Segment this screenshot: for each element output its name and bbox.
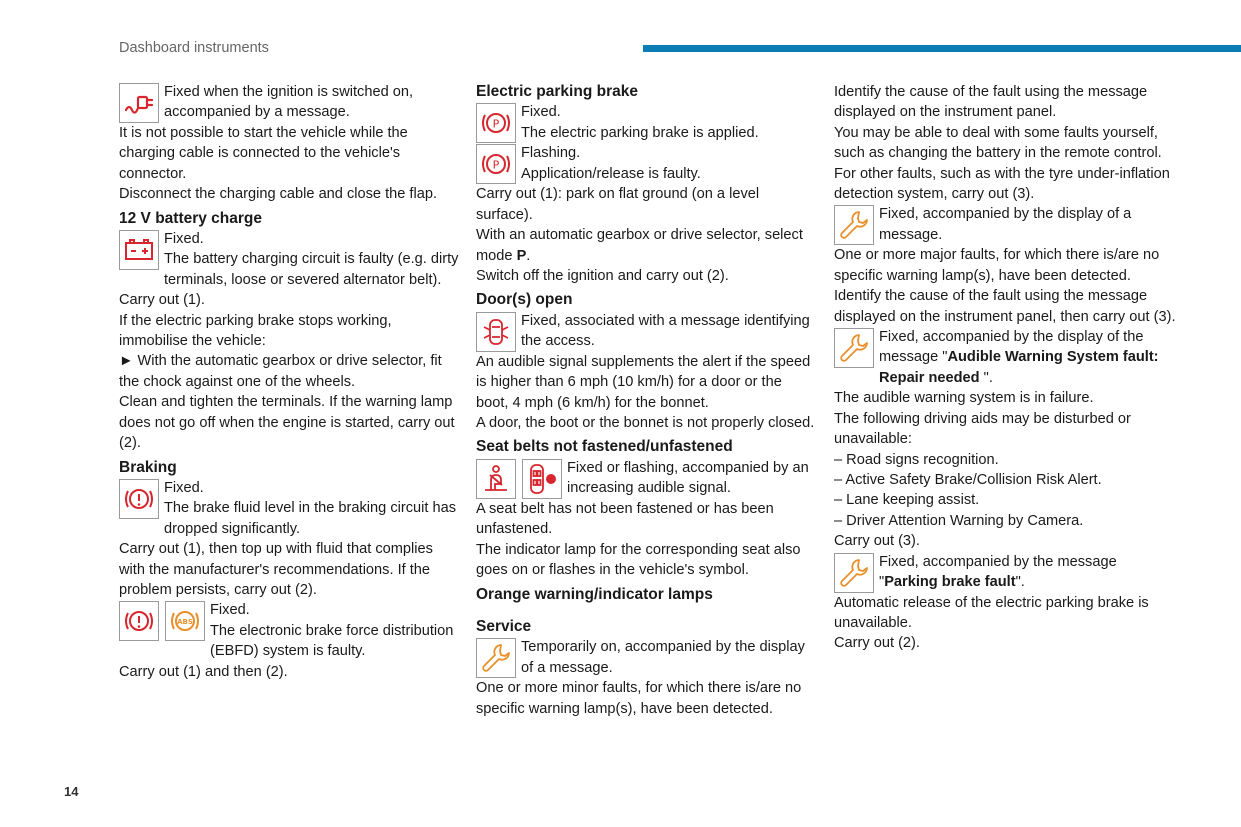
seatbelt-fixed-text: Fixed or flashing, accompanied by an increasing audible signal. [567,459,809,497]
aid-item: – Active Safety Brake/Collision Risk Alert. [834,471,1102,488]
charge-fixed-text: Fixed when the ignition is switched on, accompanied by a message. [164,84,414,121]
service-heading: Service [476,617,532,635]
col3-paragraph-2: You may be able to deal with some faults yourself, such as changing the battery in the remote control. [834,124,1162,162]
orange-lamps-heading: Orange warning/indicator lamps [476,585,713,603]
door-open-icon [476,312,516,352]
service-temp-text: Temporarily on, accompanied by the display of a message. [521,639,805,676]
door-heading: Door(s) open [476,291,573,309]
pbf-text-pre: Fixed, accompanied by the message " [879,553,1117,590]
seat-position-icon [522,459,562,499]
seatbelt-heading: Seat belts not fastened/unfastened [476,438,733,456]
battery-bullet: ► With the automatic gearbox or drive selector, fit the chock against one of the wheels. [119,353,442,390]
charging-plug-icon [119,83,159,123]
page-number: 14 [64,784,79,799]
epb-p1-text: With an automatic gearbox or drive selector, select mode [476,227,803,264]
aid-item: – Driver Attention Warning by Camera. [834,512,1084,529]
epb-fixed-text: Fixed. [521,104,561,121]
section-title: Dashboard instruments [119,40,269,56]
braking-fixed-text: Fixed. [164,479,204,496]
column-2 [476,82,816,719]
braking-description: The brake fluid level in the braking circuit has dropped significantly. [164,500,457,537]
col3-paragraph-1: Identify the cause of the fault using the message displayed on the instrument panel. [834,84,1148,121]
seatbelt-icon [476,459,516,499]
brake-icon [119,479,159,519]
epb-mode: P [516,247,527,264]
major-paragraph-1: One or more major faults, for which there is/are no specific warning lamp(s), have been detected. Identify the cause of the fault using the message displayed on the instrument panel, then carry out (3). [834,247,1176,325]
aws-text-pre: Fixed, accompanied by the display of the message " [879,329,1144,366]
battery-heading: 12 V battery charge [119,209,263,227]
battery-paragraph-2: Clean and tighten the terminals. If the warning lamp does not go off when the engine is started, carry out (2). [119,394,455,452]
door-paragraph-1: An audible signal supplements the alert if the speed is higher than 6 mph (10 km/h) for a door or the boot, 4 mph (6 km/h) for the bonnet. [476,353,811,411]
epb-fixed-description: The electric parking brake is applied. [521,124,759,141]
parking-brake-icon [476,144,516,184]
charge-paragraph-2: Disconnect the charging cable and close the flap. [119,186,438,203]
battery-paragraph-1: If the electric parking brake stops working, immobilise the vehicle: [119,312,392,350]
aws-carry-out: Carry out (3). [834,533,920,550]
column-3 [834,82,1179,654]
col3-paragraph-3: For other faults, such as with the tyre under-inflation detection system, carry out (3). [834,165,1170,203]
epb-p1-end: . [526,247,531,264]
svg-text:P: P [492,117,500,131]
battery-icon [119,230,159,270]
service-wrench-icon [476,638,516,678]
header-accent-bar [643,45,1241,52]
braking-heading: Braking [119,458,177,476]
epb-heading: Electric parking brake [476,83,638,100]
abs-icon [165,601,205,641]
pbf-fixed-text [834,552,1179,593]
aws-fixed-text [834,327,1179,388]
parking-brake-icon [476,103,516,143]
door-fixed-text: Fixed, associated with a message identifying the access. [521,312,810,350]
service-paragraph-1: One or more minor faults, for which there is/are no specific warning lamp(s), have been detected. [476,680,802,717]
major-fixed-text: Fixed, accompanied by the display of a message. [879,206,1132,243]
aws-message: Audible Warning System fault: Repair needed [879,349,1159,386]
aid-item: – Lane keeping assist. [834,492,980,509]
epb-carry-out: Carry out (1): park on flat ground (on a level surface). [476,186,760,223]
ebfd-fixed-text: Fixed. [210,602,250,619]
service-wrench-icon [834,205,874,245]
battery-fixed-text: Fixed. [164,231,204,248]
seatbelt-icon-group [476,458,562,499]
aid-item: – Road signs recognition. [834,451,999,468]
pbf-message: Parking brake fault [884,573,1016,590]
svg-text:ABS: ABS [177,618,193,627]
battery-description: The battery charging circuit is faulty (e.g. dirty terminals, loose or severed alternator belt). [164,251,459,288]
epb-paragraph-2: Switch off the ignition and carry out (2). [476,268,729,285]
aws-paragraph-1: The audible warning system is in failure. [834,390,1094,407]
door-paragraph-2: A door, the boot or the bonnet is not properly closed. [476,415,815,432]
battery-carry-out: Carry out (1). [119,292,205,309]
pbf-paragraph-1: Automatic release of the electric parking brake is unavailable. [834,594,1149,631]
ebfd-icon-group [119,600,205,641]
aws-paragraph-2: The following driving aids may be disturbed or unavailable: [834,410,1131,448]
charge-paragraph-1: It is not possible to start the vehicle while the charging cable is connected to the vehicle's connector. [119,125,408,182]
pbf-text-post: ". [1015,573,1025,590]
epb-flashing-text: Flashing. [521,145,581,162]
seatbelt-paragraph-2: The indicator lamp for the corresponding seat also goes on or flashes in the vehicle's symbol. [476,541,801,579]
service-wrench-icon [834,553,874,593]
ebfd-carry-out: Carry out (1) and then (2). [119,663,288,680]
brake-icon [119,601,159,641]
seatbelt-paragraph-1: A seat belt has not been fastened or has been unfastened. [476,500,774,538]
epb-paragraph-1 [476,225,816,266]
pbf-carry-out: Carry out (2). [834,635,920,652]
service-wrench-icon [834,328,874,368]
epb-flashing-description: Application/release is faulty. [521,165,701,182]
braking-paragraph-1: Carry out (1), then top up with fluid that complies with the manufacturer's recommendations. If the problem persists, carry out (2). [119,541,433,598]
svg-text:P: P [492,158,500,172]
aws-text-post: ". [979,369,993,386]
ebfd-description: The electronic brake force distribution (EBFD) system is faulty. [210,622,454,660]
column-1 [119,82,459,682]
